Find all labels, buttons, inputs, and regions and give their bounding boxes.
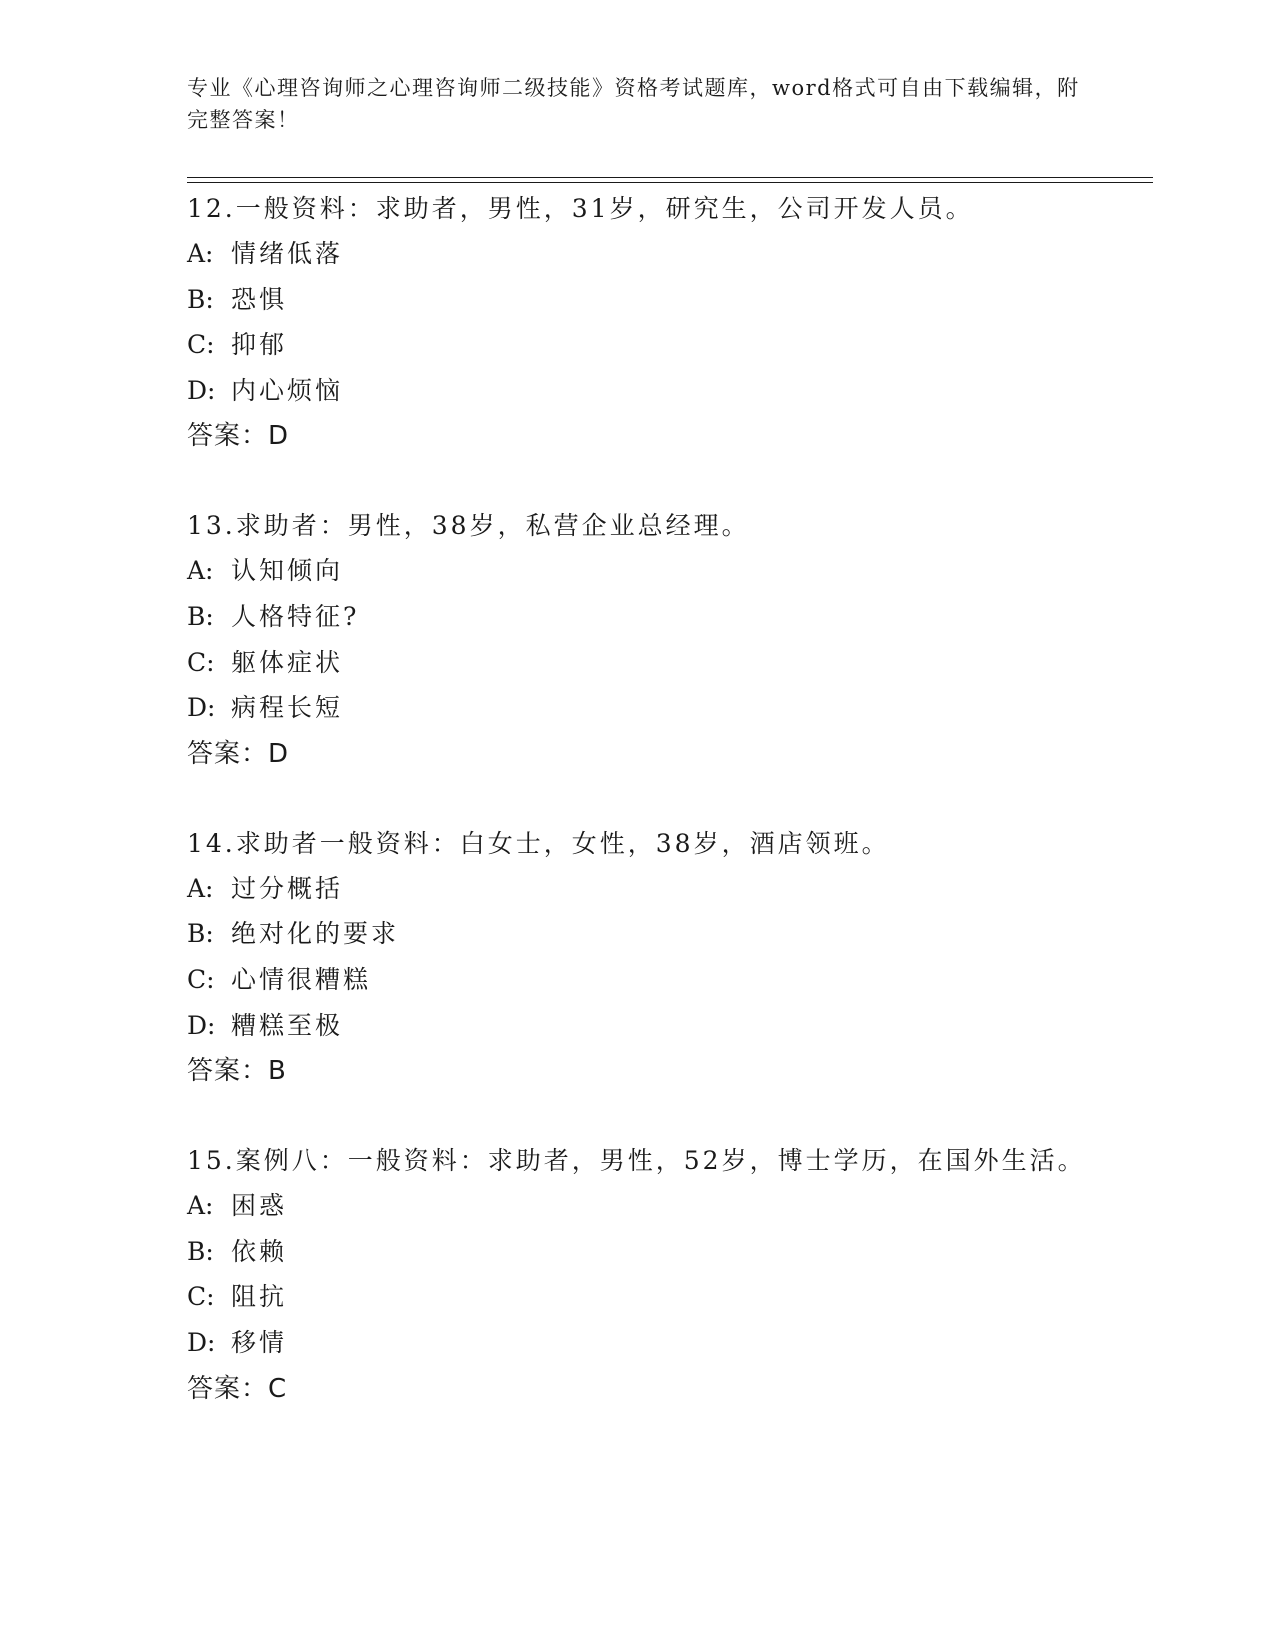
option-d	[187, 368, 1153, 414]
header-divider-bottom	[187, 182, 1153, 183]
option-letter: B:	[187, 919, 214, 949]
option-letter: A:	[187, 873, 214, 903]
option-d	[187, 685, 1153, 731]
question-13	[187, 503, 1153, 776]
option-text: 糟糕至极	[231, 1010, 344, 1040]
option-letter: A:	[187, 239, 214, 268]
option-text: 认知倾向	[231, 556, 344, 586]
answer-line: 答案：D	[187, 738, 290, 769]
option-b	[187, 594, 1153, 640]
option-a	[187, 231, 1153, 277]
option-text: 困惑	[231, 1191, 288, 1221]
option-text: 阻抗	[231, 1282, 288, 1312]
option-letter: C:	[187, 1282, 215, 1312]
option-a	[187, 1183, 1153, 1229]
question-15	[187, 1138, 1153, 1411]
option-letter: B:	[187, 284, 214, 314]
option-text: 病程长短	[231, 693, 344, 723]
option-b	[187, 277, 1153, 323]
option-letter: B:	[187, 601, 214, 631]
option-text: 移情	[231, 1327, 288, 1357]
question-stem: 13.求助者：男性，38岁，私营企业总经理。	[187, 511, 750, 541]
option-c	[187, 957, 1153, 1003]
option-a	[187, 548, 1153, 594]
question-stem: 12.一般资料：求助者，男性，31岁，研究生，公司开发人员。	[187, 194, 974, 223]
option-letter: C:	[187, 647, 215, 677]
question-stem: 14.求助者一般资料：白女士，女性，38岁，酒店领班。	[187, 828, 890, 858]
option-text: 依赖	[231, 1236, 288, 1266]
option-letter: A:	[187, 556, 214, 586]
option-text: 过分概括	[231, 873, 344, 903]
question-stem: 15.案例八：一般资料：求助者，男性，52岁，博士学历，在国外生活。	[187, 1146, 1086, 1176]
option-a	[187, 866, 1153, 912]
answer-line: 答案：B	[187, 1056, 287, 1087]
option-letter: D:	[187, 1327, 216, 1357]
option-c	[187, 640, 1153, 686]
option-letter: A:	[187, 1191, 214, 1221]
document-header	[187, 72, 1087, 136]
option-letter: D:	[187, 375, 216, 405]
option-d	[187, 1003, 1153, 1049]
option-letter: D:	[187, 693, 216, 723]
option-b	[187, 1229, 1153, 1275]
option-c	[187, 322, 1153, 368]
option-letter: C:	[187, 330, 215, 360]
question-14	[187, 821, 1153, 1094]
option-letter: D:	[187, 1010, 216, 1040]
question-12	[187, 186, 1153, 459]
option-text: 恐惧	[231, 284, 288, 314]
option-letter: B:	[187, 1236, 214, 1266]
option-text: 躯体症状	[231, 647, 344, 677]
option-text: 抑郁	[231, 330, 288, 360]
option-text: 绝对化的要求	[231, 919, 400, 949]
question-list	[187, 186, 1153, 1412]
option-d	[187, 1320, 1153, 1366]
option-text: 情绪低落	[231, 239, 344, 268]
option-letter: C:	[187, 964, 215, 994]
option-text: 人格特征?	[231, 601, 360, 631]
option-c	[187, 1274, 1153, 1320]
header-divider-top	[187, 177, 1153, 178]
option-text: 心情很糟糕	[231, 964, 372, 994]
option-b	[187, 911, 1153, 957]
header-intro-text: 专业《心理咨询师之心理咨询师二级技能》资格考试题库，word格式可自由下载编辑，附完整答案！	[187, 76, 1080, 132]
option-text: 内心烦恼	[231, 375, 344, 405]
answer-line: 答案：D	[187, 421, 290, 452]
answer-line: 答案：C	[187, 1373, 288, 1404]
